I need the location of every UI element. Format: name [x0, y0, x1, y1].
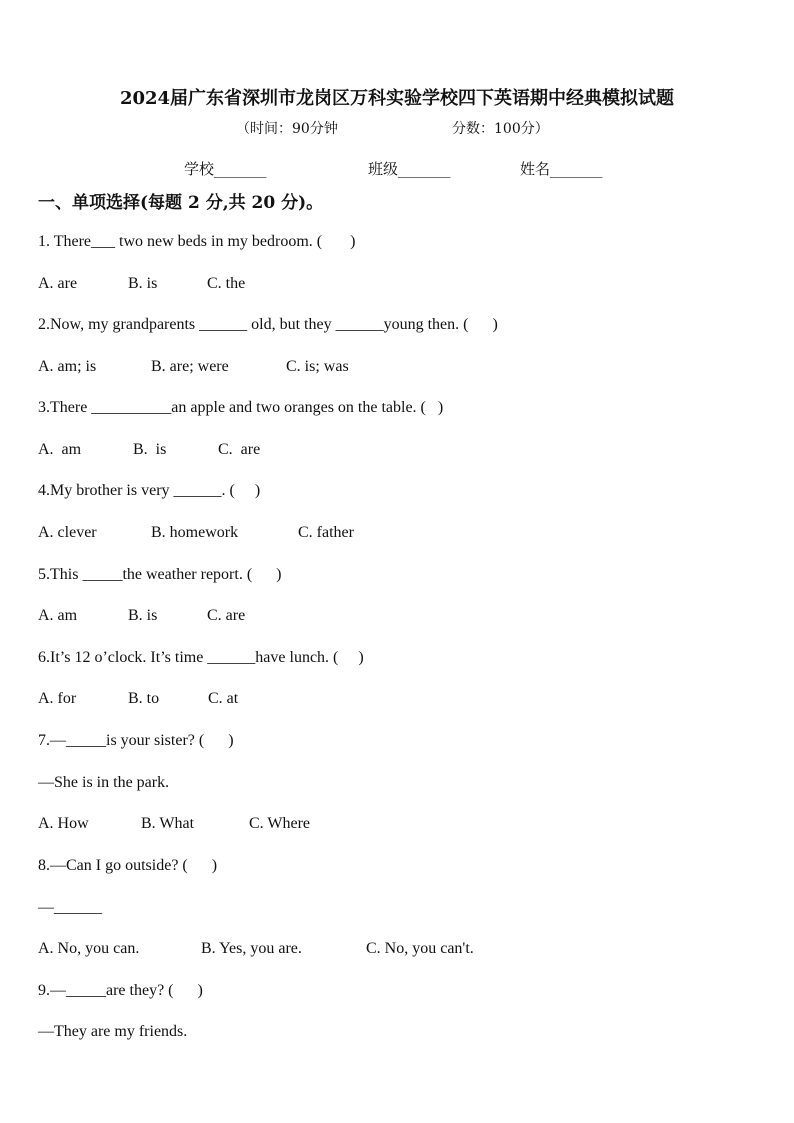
question-6: 6.It’s 12 o’clock. It’s time ______have lunch. ( ) — [38, 649, 364, 666]
name-field: 姓名_______ — [520, 160, 603, 178]
option-6c: C. at — [208, 690, 239, 707]
option-2c: C. is; was — [286, 358, 349, 375]
option-6a: A. for — [38, 690, 77, 707]
option-4c: C. father — [298, 524, 354, 541]
reply-8: —______ — [38, 899, 102, 916]
option-5c: C. are — [207, 607, 246, 624]
exam-score: 分数：100分） — [452, 121, 549, 137]
option-7c: C. Where — [249, 815, 311, 832]
option-1a: A. are — [38, 275, 78, 292]
option-3b: B. is — [133, 441, 167, 458]
option-5b: B. is — [128, 607, 158, 624]
option-1b: B. is — [128, 275, 158, 292]
question-4: 4.My brother is very ______. ( ) — [38, 482, 261, 499]
option-6b: B. to — [128, 690, 160, 707]
question-9: 9.—_____are they? ( ) — [38, 982, 203, 999]
question-8: 8.—Can I go outside? ( ) — [38, 857, 218, 874]
question-3: 3.There __________an apple and two oranges on the table. ( ) — [38, 399, 444, 416]
exam-title: 2024届广东省深圳市龙岗区万科实验学校四下英语期中经典模拟试题 — [119, 88, 675, 109]
school-field: 学校_______ — [184, 160, 267, 178]
option-8b: B. Yes, you are. — [201, 940, 302, 957]
option-8a: A. No, you can. — [38, 940, 140, 957]
option-7b: B. What — [141, 815, 195, 832]
option-2b: B. are; were — [151, 358, 229, 375]
class-field: 班级_______ — [368, 160, 451, 178]
option-1c: C. the — [207, 275, 246, 292]
option-7a: A. How — [38, 815, 89, 832]
option-3a: A. am — [38, 441, 82, 458]
option-3c: C. are — [218, 441, 261, 458]
option-4b: B. homework — [151, 524, 239, 541]
option-2a: A. am; is — [38, 358, 97, 375]
question-7: 7.—_____is your sister? ( ) — [38, 732, 234, 749]
reply-7: —She is in the park. — [38, 774, 170, 791]
reply-9: —They are my friends. — [38, 1023, 188, 1040]
exam-time: （时间：90分钟 — [236, 121, 338, 137]
option-8c: C. No, you can't. — [366, 940, 474, 957]
question-2: 2.Now, my grandparents ______ old, but they ______young then. ( ) — [38, 316, 498, 333]
section-heading: 一、单项选择(每题 2 分,共 20 分)。 — [38, 193, 324, 213]
question-5: 5.This _____the weather report. ( ) — [38, 566, 282, 583]
option-4a: A. clever — [38, 524, 97, 541]
question-1: 1. There___ two new beds in my bedroom. ( ) — [38, 233, 356, 250]
option-5a: A. am — [38, 607, 78, 624]
